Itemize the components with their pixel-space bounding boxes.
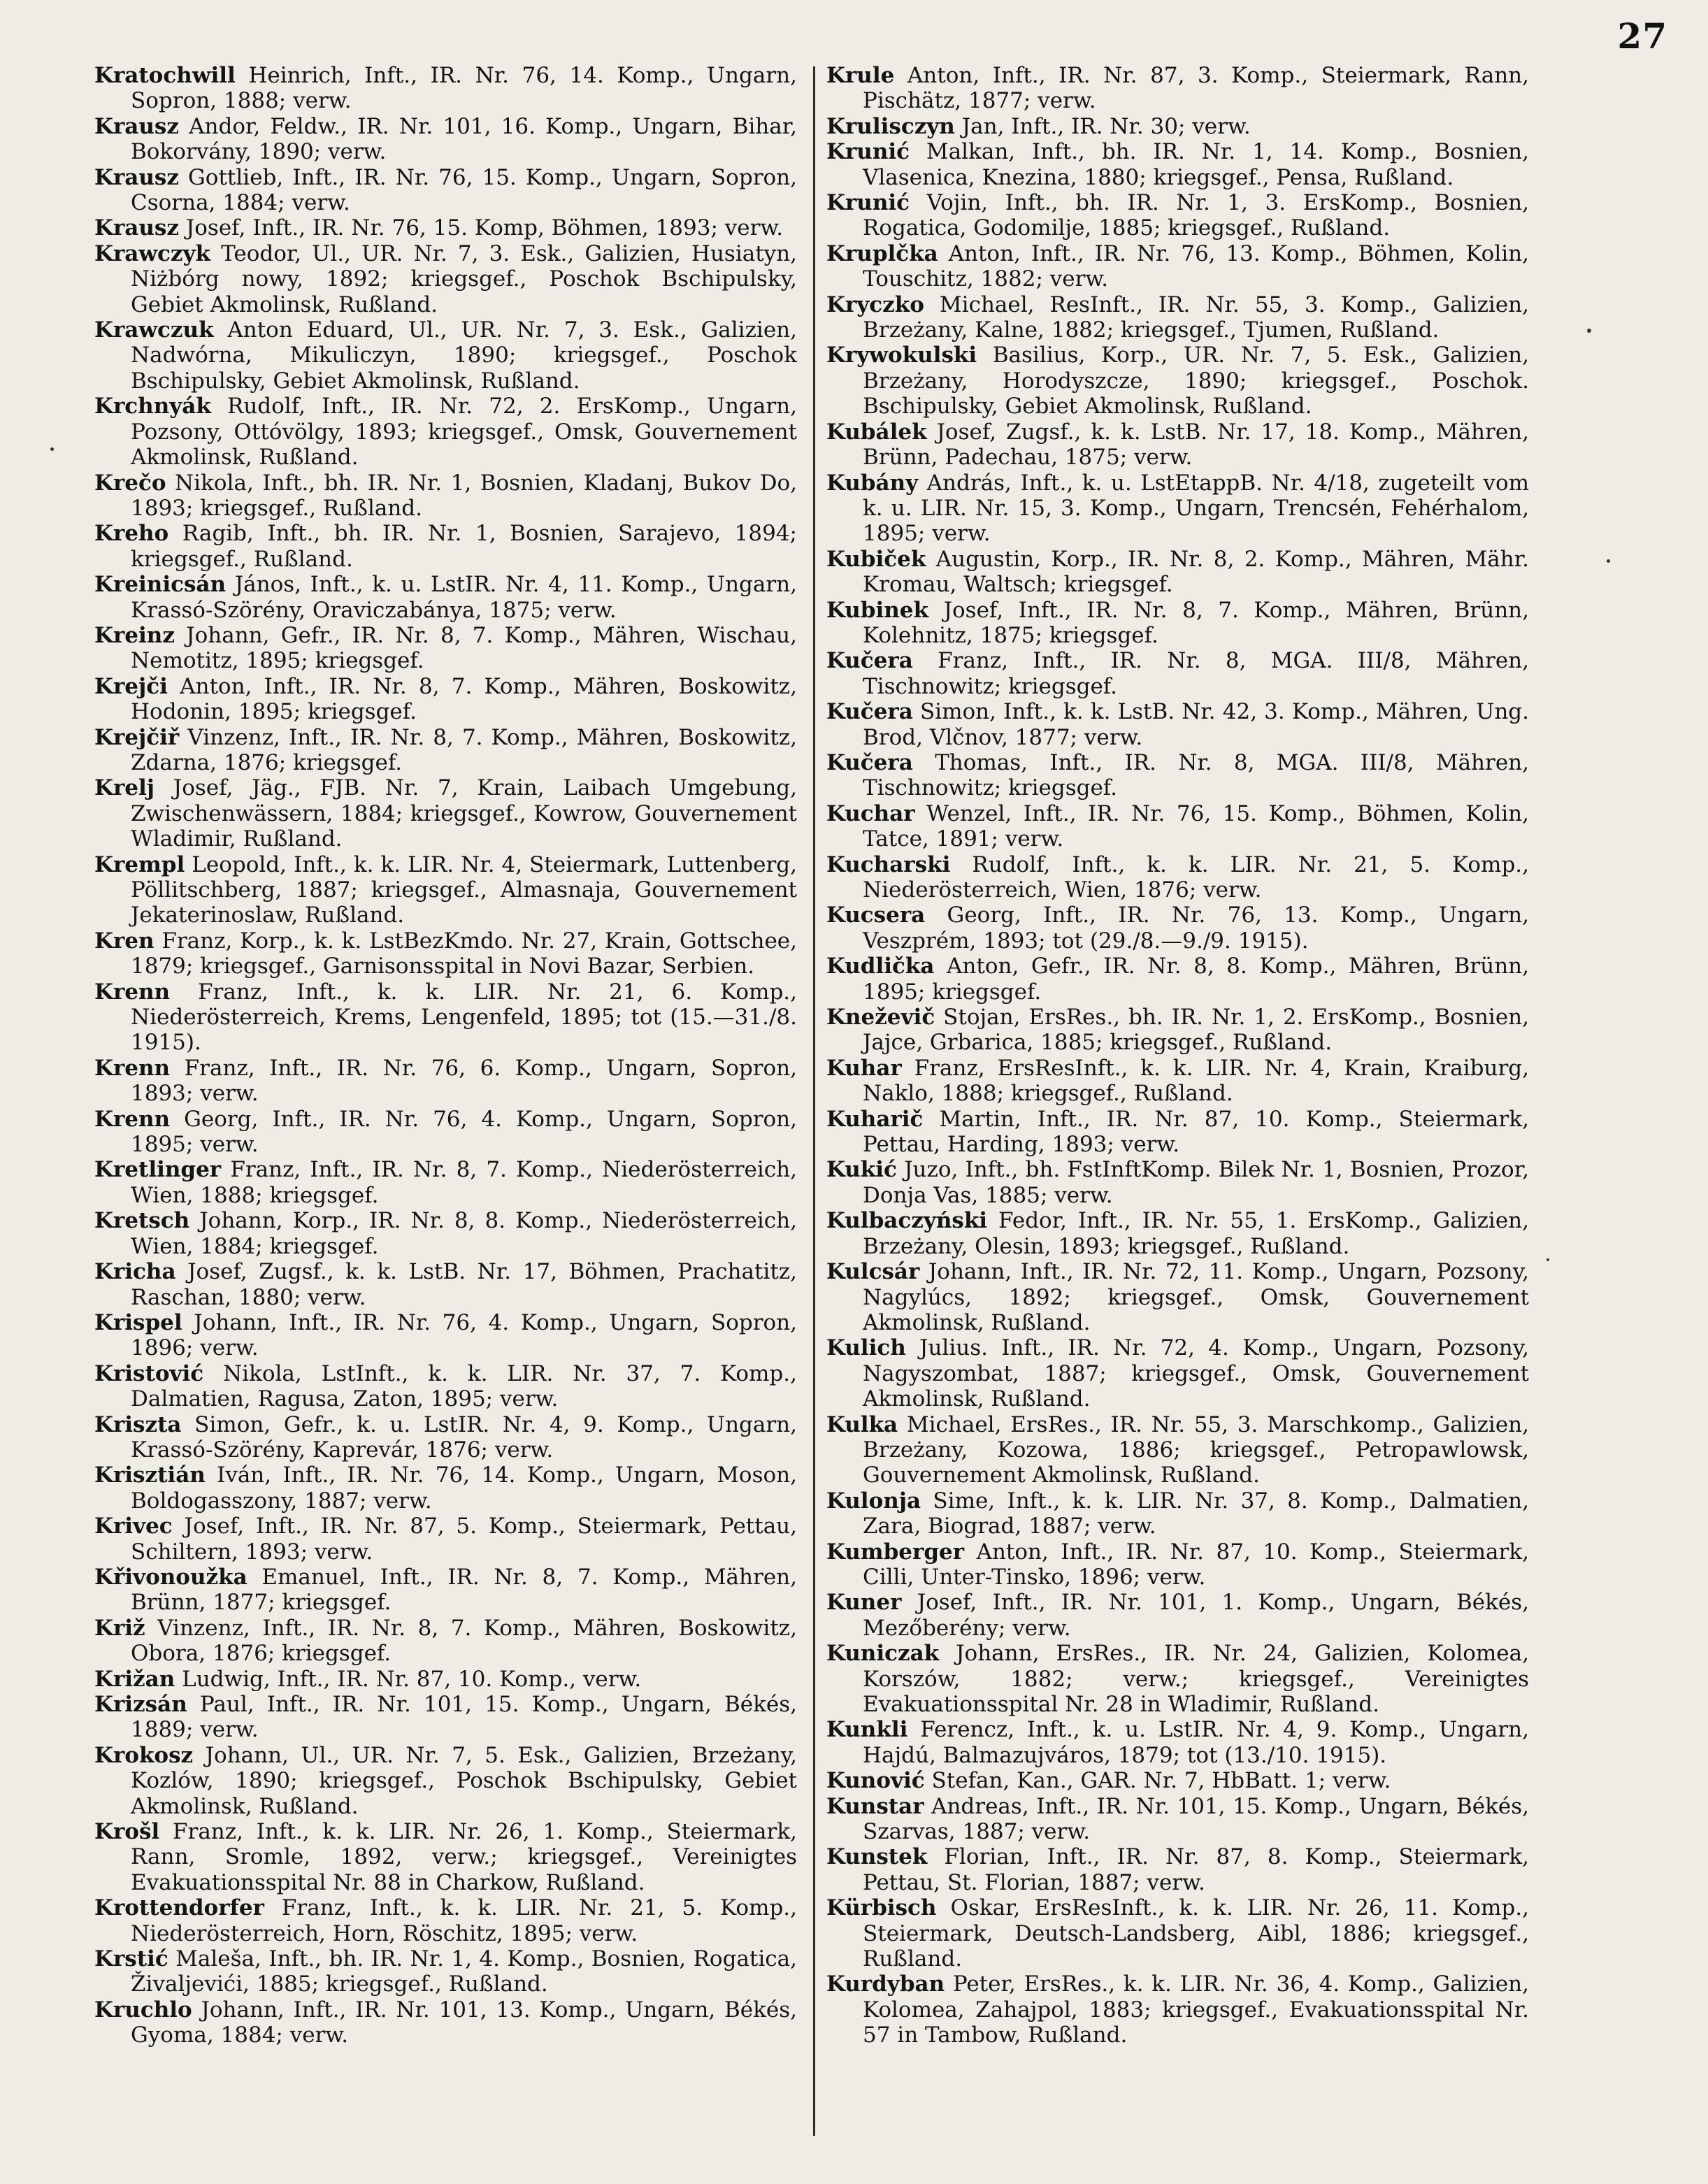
entry-surname: Kristović xyxy=(94,1360,204,1386)
register-entry xyxy=(94,1514,797,1565)
entry-surname: Krempl xyxy=(94,852,185,877)
entry-surname: Kuniczak xyxy=(826,1641,940,1667)
register-entry xyxy=(826,419,1529,470)
entry-surname: Kuhar xyxy=(826,1055,902,1081)
entry-details: Johann, Korp., IR. Nr. 8, 8. Komp., Niederösterreich, Wien, 1884; kriegsgef. xyxy=(131,1208,797,1259)
entry-details: Leopold, Inft., k. k. LIR. Nr. 4, Steiermark, Luttenberg, Pöllitschberg, 1887; kriegsgef., Almasnaja, Gouvernement Jekaterinoslaw, Rußland. xyxy=(131,852,797,928)
entry-details: Gottlieb, Inft., IR. Nr. 76, 15. Komp., Ungarn, Sopron, Csorna, 1884; verw. xyxy=(131,164,797,216)
entry-surname: Krenn xyxy=(94,1106,171,1132)
entry-details: Josef, Inft., IR. Nr. 87, 5. Komp., Steiermark, Pettau, Schiltern, 1893; verw. xyxy=(131,1514,797,1565)
register-entry xyxy=(94,114,797,165)
entry-surname: Krenn xyxy=(94,979,171,1005)
register-entry xyxy=(826,699,1529,750)
entry-details: Andreas, Inft., IR. Nr. 101, 15. Komp., Ungarn, Békés, Szarvas, 1887; verw. xyxy=(863,1793,1529,1845)
register-entry xyxy=(826,1259,1529,1335)
register-entry xyxy=(826,1488,1529,1539)
entry-surname: Krelj xyxy=(94,775,155,801)
right-column xyxy=(826,63,1529,2153)
entry-surname: Krejči xyxy=(94,673,168,699)
entry-details: Anton, Inft., IR. Nr. 87, 3. Komp., Steiermark, Rann, Pischätz, 1877; verw. xyxy=(863,63,1529,114)
entry-details: Oskar, ErsResInft., k. k. LIR. Nr. 26, 11. Komp., Steiermark, Deutsch-Landsberg, Aibl, 1886; kriegsgef., Rußland. xyxy=(863,1895,1529,1972)
entry-details: Franz, ErsResInft., k. k. LIR. Nr. 4, Krain, Kraiburg, Naklo, 1888; kriegsgef., Rußland. xyxy=(863,1055,1529,1107)
entry-surname: Krulisczyn xyxy=(826,113,955,139)
register-entry xyxy=(94,1819,797,1895)
entry-surname: Kulonja xyxy=(826,1488,921,1514)
entry-surname: Krunić xyxy=(826,190,910,216)
entry-details: Michael, ErsRes., IR. Nr. 55, 3. Marschkomp., Galizien, Brzeżany, Kozowa, 1886; kriegsgef., Petropawlowsk, Gouvernement Akmolinsk, Rußland. xyxy=(863,1411,1529,1488)
entry-details: Johann, ErsRes., IR. Nr. 24, Galizien, Kolomea, Korszów, 1882; verw.; kriegsgef., Vereinigtes Evakuationsspital Nr. 28 in Wladimir, Rußland. xyxy=(863,1641,1529,1717)
register-entry xyxy=(94,1997,797,2048)
entry-surname: Krawczuk xyxy=(94,317,214,343)
entry-details: Stefan, Kan., GAR. Nr. 7, HbBatt. 1; verw. xyxy=(924,1768,1391,1794)
register-entry xyxy=(94,572,797,623)
entry-details: Josef, Inft., IR. Nr. 101, 1. Komp., Ungarn, Békés, Mezőberény; verw. xyxy=(863,1590,1529,1641)
entry-surname: Krenn xyxy=(94,1055,171,1081)
entry-surname: Kulka xyxy=(826,1411,898,1437)
entry-surname: Krečo xyxy=(94,470,166,496)
entry-details: Thomas, Inft., IR. Nr. 8, MGA. III/8, Mähren, Tischnowitz; kriegsgef. xyxy=(863,749,1529,801)
entry-details: Josef, Inft., IR. Nr. 8, 7. Komp., Mähren, Brünn, Kolehnitz, 1875; kriegsgef. xyxy=(863,597,1529,648)
entry-surname: Krausz xyxy=(94,215,179,241)
entry-details: Malkan, Inft., bh. IR. Nr. 1, 14. Komp., Bosnien, Vlasenica, Knezina, 1880; kriegsgef., Pensa, Rußland. xyxy=(863,139,1529,190)
entry-surname: Krisztián xyxy=(94,1463,206,1488)
entry-details: Anton, Gefr., IR. Nr. 8, 8. Komp., Mähren, Brünn, 1895; kriegsgef. xyxy=(863,954,1529,1005)
entry-details: Johann, Inft., IR. Nr. 101, 13. Komp., Ungarn, Békés, Gyoma, 1884; verw. xyxy=(131,1997,797,2048)
entry-surname: Kreinicsán xyxy=(94,572,227,598)
entry-details: András, Inft., k. u. LstEtappB. Nr. 4/18, zugeteilt vom k. u. LIR. Nr. 15, 3. Komp., Ungarn, Trencsén, Fehérhalom, 1895; verw. xyxy=(863,470,1529,547)
column-divider xyxy=(813,66,815,2136)
register-entry xyxy=(826,470,1529,547)
register-entry xyxy=(94,241,797,317)
entry-surname: Kunkli xyxy=(826,1717,908,1743)
register-entry xyxy=(826,1335,1529,1411)
register-entry xyxy=(826,1056,1529,1107)
entry-surname: Kruplčka xyxy=(826,240,938,266)
entry-surname: Krizsán xyxy=(94,1692,187,1717)
entry-details: Michael, ResInft., IR. Nr. 55, 3. Komp., Galizien, Brzeżany, Kalne, 1882; kriegsgef., Tjumen, Rußland. xyxy=(863,292,1529,343)
entry-details: Vinzenz, Inft., IR. Nr. 8, 7. Komp., Mähren, Boskowitz, Zdarna, 1876; kriegsgef. xyxy=(131,724,797,775)
register-entry xyxy=(826,547,1529,598)
register-entry xyxy=(94,317,797,394)
register-entry xyxy=(94,1259,797,1310)
entry-surname: Kricha xyxy=(94,1259,176,1285)
entry-surname: Kučera xyxy=(826,749,913,775)
entry-surname: Kren xyxy=(94,928,155,954)
register-entry xyxy=(94,1056,797,1107)
register-entry xyxy=(94,1743,797,1819)
entry-details: Franz, Inft., IR. Nr. 8, MGA. III/8, Mähren, Tischnowitz; kriegsgef. xyxy=(863,648,1529,699)
register-entry xyxy=(94,215,797,240)
register-entry xyxy=(94,1946,797,1997)
entry-surname: Kreinz xyxy=(94,622,175,648)
entry-surname: Kuchar xyxy=(826,800,915,826)
register-entry xyxy=(826,343,1529,419)
entry-surname: Kreho xyxy=(94,521,169,547)
register-entry xyxy=(94,1208,797,1259)
register-entry xyxy=(94,394,797,470)
register-entry xyxy=(826,1539,1529,1590)
entry-details: Josef, Zugsf., k. k. LstB. Nr. 17, Böhmen, Prachatitz, Raschan, 1880; verw. xyxy=(131,1259,797,1310)
entry-surname: Kubálek xyxy=(826,419,927,445)
entry-details: Simon, Inft., k. k. LstB. Nr. 42, 3. Komp., Mähren, Ung. Brod, Vlčnov, 1877; verw. xyxy=(863,699,1529,750)
register-entry xyxy=(826,1005,1529,1056)
entry-details: Augustin, Korp., IR. Nr. 8, 2. Komp., Mähren, Mähr. Kromau, Waltsch; kriegsgef. xyxy=(863,546,1529,598)
entry-surname: Krošl xyxy=(94,1819,160,1845)
entry-surname: Kubány xyxy=(826,470,919,496)
entry-details: Martin, Inft., IR. Nr. 87, 10. Komp., Steiermark, Pettau, Harding, 1893; verw. xyxy=(863,1106,1529,1158)
entry-details: Nikola, Inft., bh. IR. Nr. 1, Bosnien, Kladanj, Bukov Do, 1893; kriegsgef., Rußland. xyxy=(131,470,797,521)
entry-details: Anton Eduard, Ul., UR. Nr. 7, 3. Esk., Galizien, Nadwórna, Mikuliczyn, 1890; kriegsgef., Poschok Bschipulsky, Gebiet Akmolinsk, Rußland. xyxy=(131,317,797,394)
entry-surname: Kunović xyxy=(826,1768,925,1794)
register-entry xyxy=(94,1361,797,1412)
entry-surname: Kruchlo xyxy=(94,1997,192,2023)
entry-details: Simon, Gefr., k. u. LstIR. Nr. 4, 9. Komp., Ungarn, Krassó-Szörény, Kaprevár, 1876; verw. xyxy=(131,1411,797,1463)
entry-details: Ferencz, Inft., k. u. LstIR. Nr. 4, 9. Komp., Ungarn, Hajdú, Balmazujváros, 1879; tot (13./10. 1915). xyxy=(863,1717,1529,1768)
entry-surname: Kučera xyxy=(826,699,913,725)
entry-surname: Kucharski xyxy=(826,852,951,877)
register-entry xyxy=(826,139,1529,190)
register-entry xyxy=(826,1717,1529,1768)
entry-surname: Krausz xyxy=(94,113,179,139)
entry-details: Josef, Jäg., FJB. Nr. 7, Krain, Laibach Umgebung, Zwischenwässern, 1884; kriegsgef., Kowrow, Gouvernement Wladimir, Rußland. xyxy=(131,775,797,852)
entry-details: Franz, Korp., k. k. LstBezKmdo. Nr. 27, Krain, Gottschee, 1879; kriegsgef., Garnisonsspital in Novi Bazar, Serbien. xyxy=(131,928,797,979)
entry-surname: Kucsera xyxy=(826,903,926,928)
entry-details: Anton, Inft., IR. Nr. 76, 13. Komp., Böhmen, Kolin, Touschitz, 1882; verw. xyxy=(863,240,1529,292)
register-entry xyxy=(94,1157,797,1208)
register-entry xyxy=(826,598,1529,649)
register-entry xyxy=(94,725,797,776)
entry-surname: Krottendorfer xyxy=(94,1895,264,1921)
entry-surname: Krausz xyxy=(94,164,179,190)
entry-details: Georg, Inft., IR. Nr. 76, 4. Komp., Ungarn, Sopron, 1895; verw. xyxy=(131,1106,797,1158)
register-entry xyxy=(826,241,1529,292)
entry-details: Stojan, ErsRes., bh. IR. Nr. 1, 2. ErsKomp., Bosnien, Jajce, Grbarica, 1885; kriegsgef., Rußland. xyxy=(863,1005,1529,1056)
entry-surname: Kukić xyxy=(826,1157,897,1183)
entry-details: Emanuel, Inft., IR. Nr. 8, 7. Komp., Mähren, Brünn, 1877; kriegsgef. xyxy=(131,1564,797,1616)
entry-surname: Krywokulski xyxy=(826,343,977,368)
entry-surname: Kudlička xyxy=(826,954,935,979)
entry-surname: Kuharič xyxy=(826,1106,924,1132)
register-entry xyxy=(826,1641,1529,1717)
register-entry xyxy=(826,1794,1529,1845)
register-entry xyxy=(94,1565,797,1616)
entry-surname: Kubiček xyxy=(826,546,926,572)
entry-details: Jan, Inft., IR. Nr. 30; verw. xyxy=(954,113,1251,139)
register-entry xyxy=(94,928,797,979)
entry-surname: Kürbisch xyxy=(826,1895,937,1921)
print-speck xyxy=(1587,329,1591,333)
entry-details: Anton, Inft., IR. Nr. 8, 7. Komp., Mähren, Boskowitz, Hodonin, 1895; kriegsgef. xyxy=(131,673,797,725)
entry-surname: Krispel xyxy=(94,1309,182,1335)
entry-details: Wenzel, Inft., IR. Nr. 76, 15. Komp., Böhmen, Kolin, Tatce, 1891; verw. xyxy=(863,800,1529,852)
register-entry xyxy=(826,292,1529,343)
page-number: 27 xyxy=(1617,15,1667,57)
entry-details: Iván, Inft., IR. Nr. 76, 14. Komp., Ungarn, Moson, Boldogasszony, 1887; verw. xyxy=(131,1463,797,1514)
entry-surname: Krule xyxy=(826,63,895,88)
print-speck xyxy=(1607,559,1610,563)
entry-surname: Kunstek xyxy=(826,1844,928,1870)
register-entry xyxy=(826,852,1529,903)
entry-surname: Kuner xyxy=(826,1590,902,1616)
entry-details: Josef, Inft., IR. Nr. 76, 15. Komp, Böhmen, 1893; verw. xyxy=(178,215,784,241)
register-entry xyxy=(94,1310,797,1361)
entry-surname: Krunić xyxy=(826,139,910,165)
entry-details: Franz, Inft., k. k. LIR. Nr. 26, 1. Komp., Steiermark, Rann, Sromle, 1892, verw.; kriegsgef., Vereinigtes Evakuationsspital Nr. 88 in Charkow, Rußland. xyxy=(131,1819,797,1895)
entry-details: Teodor, Ul., UR. Nr. 7, 3. Esk., Galizien, Husiatyn, Niżbórg nowy, 1892; kriegsgef., Poschok Bschipulsky, Gebiet Akmolinsk, Rußland. xyxy=(131,240,797,317)
entry-surname: Kretlinger xyxy=(94,1157,222,1183)
entry-details: Juzo, Inft., bh. FstInftKomp. Bilek Nr. 1, Bosnien, Prozor, Donja Vas, 1885; verw. xyxy=(863,1157,1529,1208)
register-entry xyxy=(826,114,1529,139)
entry-surname: Krawczyk xyxy=(94,240,211,266)
entry-details: Peter, ErsRes., k. k. LIR. Nr. 36, 4. Komp., Galizien, Kolomea, Zahajpol, 1883; kriegsgef., Evakuationsspital Nr. 57 in Tambow, Rußland. xyxy=(863,1971,1529,2048)
entry-surname: Krejčiř xyxy=(94,724,180,750)
register-entry xyxy=(94,63,797,114)
entry-surname: Kučera xyxy=(826,648,913,674)
register-entry xyxy=(94,1412,797,1463)
register-entry xyxy=(826,1157,1529,1208)
entry-surname: Kretsch xyxy=(94,1208,190,1234)
register-entry xyxy=(826,1895,1529,1971)
entry-surname: Kumberger xyxy=(826,1539,965,1565)
register-entry xyxy=(94,1667,797,1692)
register-entry xyxy=(94,1616,797,1667)
register-entry xyxy=(94,1463,797,1514)
entry-details: Andor, Feldw., IR. Nr. 101, 16. Komp., Ungarn, Bihar, Bokorvány, 1890; verw. xyxy=(131,113,797,165)
register-entry xyxy=(826,1107,1529,1158)
entry-details: Heinrich, Inft., IR. Nr. 76, 14. Komp., Ungarn, Sopron, 1888; verw. xyxy=(131,63,797,114)
register-entry xyxy=(94,1692,797,1743)
entry-details: Fedor, Inft., IR. Nr. 55, 1. ErsKomp., Galizien, Brzeżany, Olesin, 1893; kriegsgef., Rußland. xyxy=(863,1208,1529,1259)
entry-details: Georg, Inft., IR. Nr. 76, 13. Komp., Ungarn, Veszprém, 1893; tot (29./8.—9./9. 1915). xyxy=(863,903,1529,954)
entry-surname: Križ xyxy=(94,1615,145,1641)
entry-surname: Kubinek xyxy=(826,597,928,623)
register-entry xyxy=(826,801,1529,852)
entry-surname: Krokosz xyxy=(94,1742,194,1768)
entry-details: Vojin, Inft., bh. IR. Nr. 1, 3. ErsKomp., Bosnien, Rogatica, Godomilje, 1885; kriegsgef., Rußland. xyxy=(863,190,1529,241)
entry-details: Julius. Inft., IR. Nr. 72, 4. Komp., Ungarn, Pozsony, Nagyszombat, 1887; kriegsgef., Omsk, Gouvernement Akmolinsk, Rußland. xyxy=(863,1335,1529,1412)
entry-details: János, Inft., k. u. LstIR. Nr. 4, 11. Komp., Ungarn, Krassó-Szörény, Oraviczabánya, 1875; verw. xyxy=(131,572,797,623)
entry-surname: Kurdyban xyxy=(826,1971,945,1997)
entry-surname: Kryczko xyxy=(826,292,924,317)
entry-surname: Kneževič xyxy=(826,1005,935,1030)
entry-details: Anton, Inft., IR. Nr. 87, 10. Komp., Steiermark, Cilli, Unter-Tinsko, 1896; verw. xyxy=(863,1539,1529,1590)
entry-surname: Kratochwill xyxy=(94,63,236,88)
entry-details: Nikola, LstInft., k. k. LIR. Nr. 37, 7. Komp., Dalmatien, Ragusa, Zaton, 1895; verw. xyxy=(131,1360,797,1412)
entry-surname: Kunstar xyxy=(826,1793,924,1819)
entry-details: Vinzenz, Inft., IR. Nr. 8, 7. Komp., Mähren, Boskowitz, Obora, 1876; kriegsgef. xyxy=(131,1615,797,1667)
register-entry xyxy=(826,1971,1529,2048)
entry-surname: Križan xyxy=(94,1666,175,1692)
entry-surname: Kulbaczyński xyxy=(826,1208,988,1234)
register-entry xyxy=(94,775,797,852)
register-entry xyxy=(826,1768,1529,1793)
entry-details: Maleša, Inft., bh. IR. Nr. 1, 4. Komp., Bosnien, Rogatica, Živaljevići, 1885; kriegsgef., Rußland. xyxy=(131,1946,797,1997)
entry-surname: Kriszta xyxy=(94,1411,182,1437)
register-entry xyxy=(826,648,1529,699)
entry-details: Johann, Inft., IR. Nr. 72, 11. Komp., Ungarn, Pozsony, Nagylúcs, 1892; kriegsgef., Omsk, Gouvernement Akmolinsk, Rußland. xyxy=(863,1259,1529,1335)
entry-details: Sime, Inft., k. k. LIR. Nr. 37, 8. Komp., Dalmatien, Zara, Biograd, 1887; verw. xyxy=(863,1488,1529,1539)
register-entry xyxy=(94,1895,797,1946)
register-entry xyxy=(94,1107,797,1158)
entry-details: Ragib, Inft., bh. IR. Nr. 1, Bosnien, Sarajevo, 1894; kriegsgef., Rußland. xyxy=(131,521,797,572)
entry-surname: Křivonoužka xyxy=(94,1564,247,1590)
entry-details: Rudolf, Inft., k. k. LIR. Nr. 21, 5. Komp., Niederösterreich, Wien, 1876; verw. xyxy=(863,852,1529,903)
register-entry xyxy=(826,190,1529,241)
left-column xyxy=(94,63,797,2153)
register-entry xyxy=(94,165,797,216)
register-entry xyxy=(826,1208,1529,1259)
register-entry xyxy=(826,1590,1529,1641)
entry-details: Paul, Inft., IR. Nr. 101, 15. Komp., Ungarn, Békés, 1889; verw. xyxy=(131,1692,797,1743)
entry-details: Basilius, Korp., UR. Nr. 7, 5. Esk., Galizien, Brzeżany, Horodyszcze, 1890; kriegsgef., Poschok. Bschipulsky, Gebiet Akmolinsk, Rußland. xyxy=(863,343,1529,419)
entry-surname: Kulcsár xyxy=(826,1259,920,1285)
register-entry xyxy=(826,903,1529,954)
entry-details: Johann, Ul., UR. Nr. 7, 5. Esk., Galizien, Brzeżany, Kozlów, 1890; kriegsgef., Poschok Bschipulsky, Gebiet Akmolinsk, Rußland. xyxy=(131,1742,797,1819)
entry-details: Ludwig, Inft., IR. Nr. 87, 10. Komp., verw. xyxy=(175,1666,642,1692)
entry-details: Josef, Zugsf., k. k. LstB. Nr. 17, 18. Komp., Mähren, Brünn, Padechau, 1875; verw. xyxy=(863,419,1529,470)
register-entry xyxy=(826,1844,1529,1895)
entry-surname: Krstić xyxy=(94,1946,168,1972)
register-entry xyxy=(826,750,1529,801)
print-speck xyxy=(1546,1258,1549,1261)
entry-surname: Kulich xyxy=(826,1335,906,1361)
register-entry xyxy=(94,852,797,928)
register-entry xyxy=(94,674,797,725)
register-entry xyxy=(826,63,1529,114)
entry-details: Franz, Inft., IR. Nr. 8, 7. Komp., Niederösterreich, Wien, 1888; kriegsgef. xyxy=(131,1157,797,1208)
entry-surname: Krchnyák xyxy=(94,394,211,419)
entry-surname: Krivec xyxy=(94,1514,173,1539)
print-speck xyxy=(50,447,54,451)
register-entry xyxy=(826,954,1529,1005)
entry-details: Franz, Inft., k. k. LIR. Nr. 21, 5. Komp., Niederösterreich, Horn, Röschitz, 1895; verw. xyxy=(131,1895,797,1946)
entry-details: Rudolf, Inft., IR. Nr. 72, 2. ErsKomp., Ungarn, Pozsony, Ottóvölgy, 1893; kriegsgef., Omsk, Gouvernement Akmolinsk, Rußland. xyxy=(131,394,797,470)
entry-details: Franz, Inft., k. k. LIR. Nr. 21, 6. Komp., Niederösterreich, Krems, Lengenfeld, 1895; tot (15.—31./8. 1915). xyxy=(131,979,797,1056)
register-entry xyxy=(94,521,797,572)
register-entry xyxy=(94,623,797,674)
entry-details: Johann, Gefr., IR. Nr. 8, 7. Komp., Mähren, Wischau, Nemotitz, 1895; kriegsgef. xyxy=(131,622,797,674)
register-entry xyxy=(94,979,797,1056)
register-entry xyxy=(94,470,797,522)
entry-details: Franz, Inft., IR. Nr. 76, 6. Komp., Ungarn, Sopron, 1893; verw. xyxy=(131,1055,797,1107)
entry-details: Florian, Inft., IR. Nr. 87, 8. Komp., Steiermark, Pettau, St. Florian, 1887; verw. xyxy=(863,1844,1529,1895)
entry-details: Johann, Inft., IR. Nr. 76, 4. Komp., Ungarn, Sopron, 1896; verw. xyxy=(131,1309,797,1361)
register-entry xyxy=(826,1412,1529,1488)
